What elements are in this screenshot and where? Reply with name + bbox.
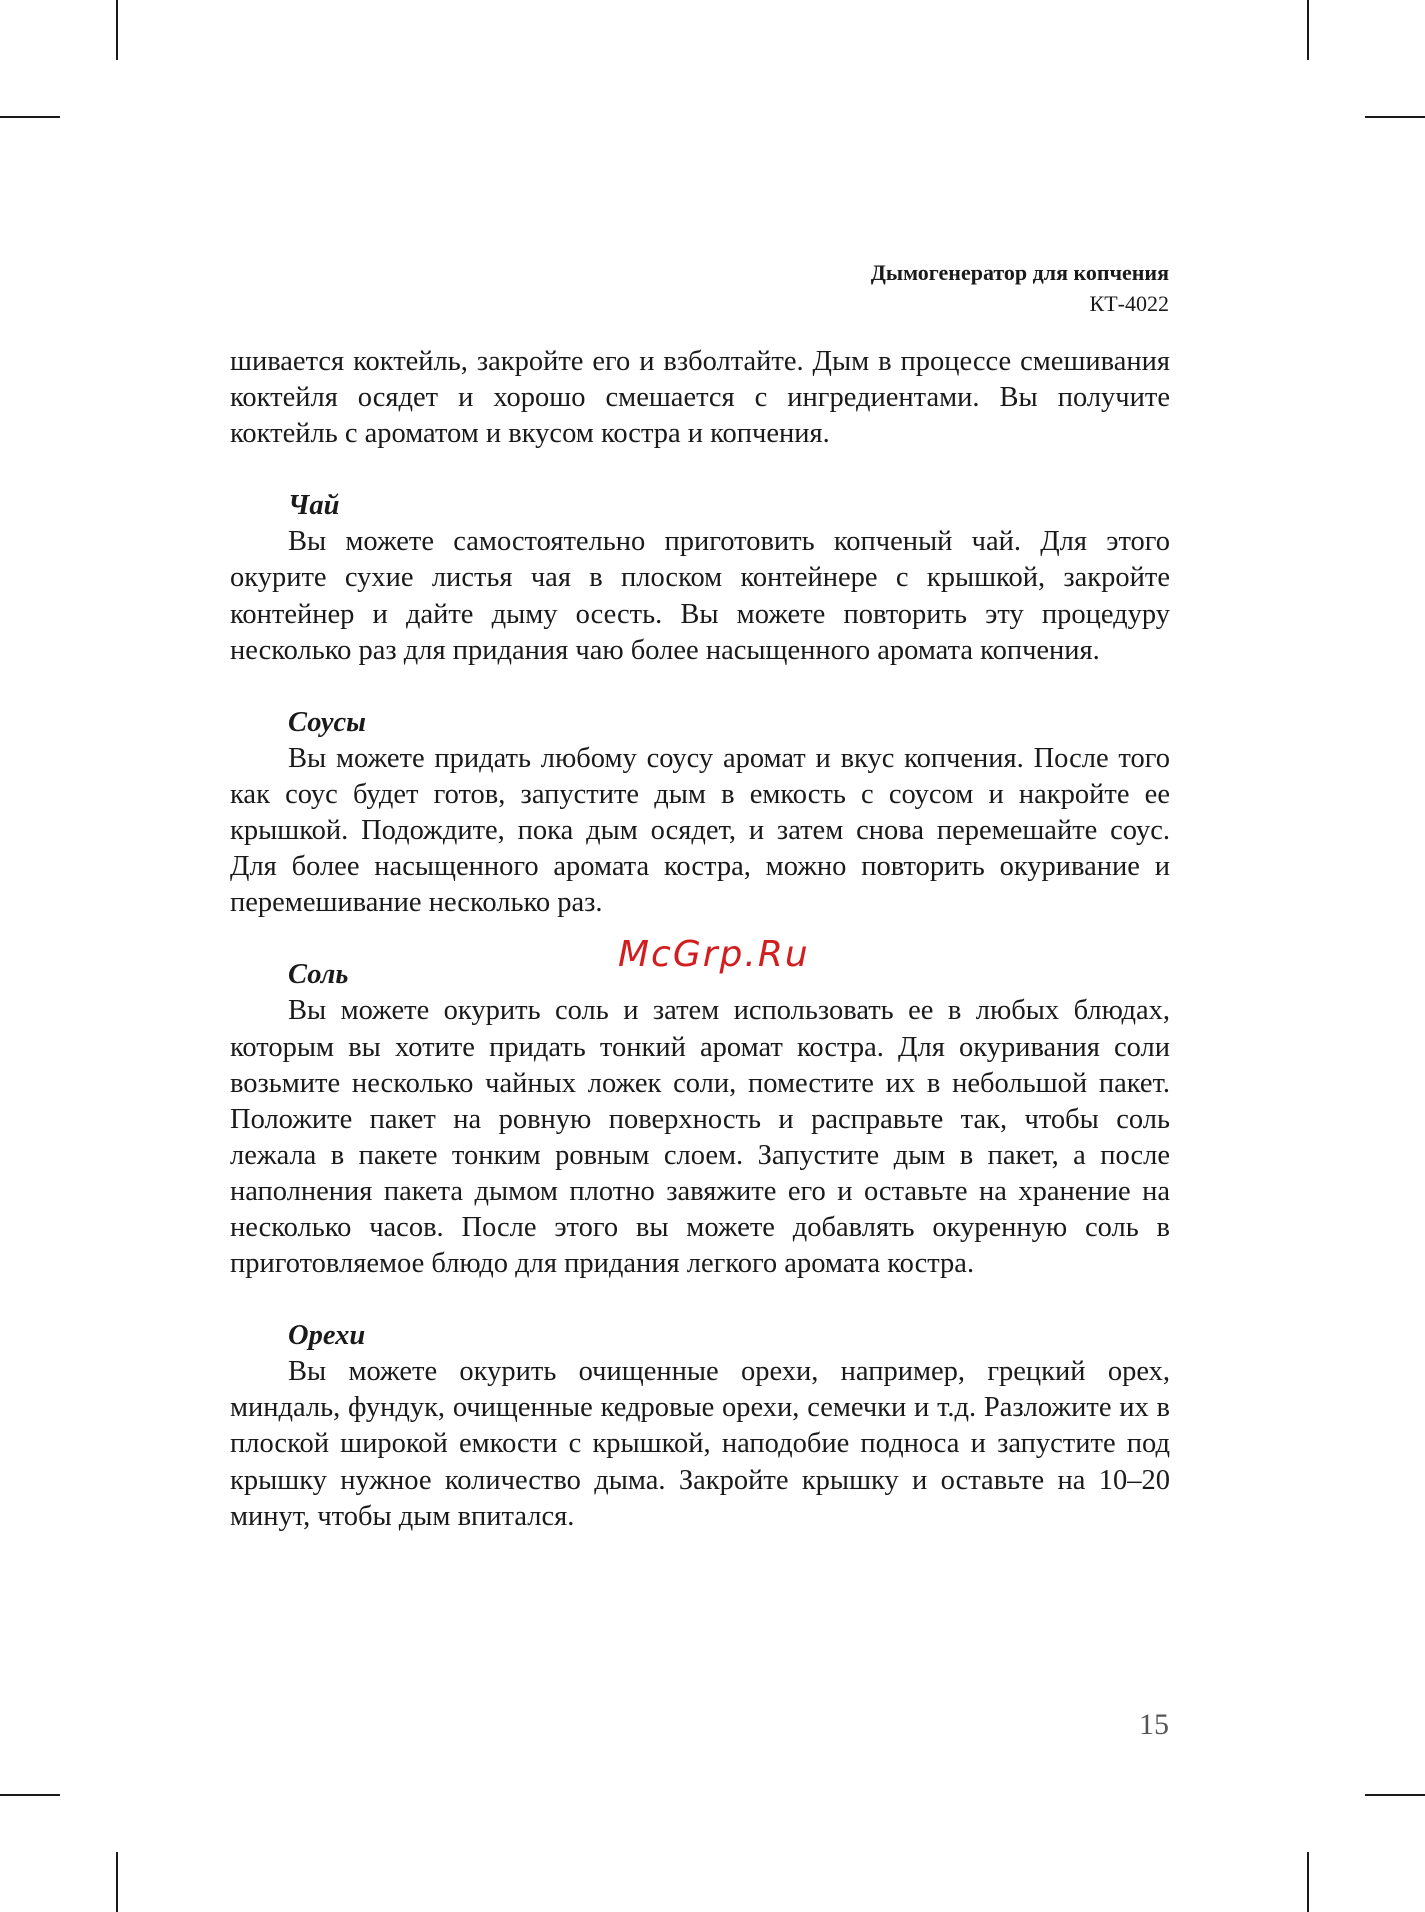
section-text-nuts: Вы можете окурить очищенные орехи, например, грецкий орех, миндаль, фундук, очищенные кедровые орехи, семечки и т.д. Разложите их в плоской широкой емкости с крышкой, наподобие подноса и запустите под крышку нужное количество дыма. Закройте крышку и оставьте на 10–20 минут, чтобы дым впитался. [230, 1356, 1170, 1532]
section-heading-tea: Чай [288, 490, 340, 522]
crop-mark-left-top [0, 116, 60, 118]
header-title: Дымогенератор для копчения [870, 260, 1169, 285]
section-text-tea: Вы можете самостоятельно приготовить копченый чай. Для этого окурите сухие листья чая в плоском контейнере с крышкой, закройте контейнер и дайте дыму осесть. Вы можете повторить эту процедуру несколько раз для придания чаю более насыщенного аромата копчения. [230, 526, 1170, 666]
crop-mark-left-bottom [0, 1794, 60, 1796]
crop-mark-top-right [1307, 0, 1309, 60]
page-number: 15 [1139, 1708, 1169, 1741]
crop-mark-right-top [1365, 116, 1425, 118]
crop-mark-bottom-right [1307, 1852, 1309, 1912]
section-heading-sauces: Соусы [288, 706, 366, 738]
crop-mark-bottom-left [116, 1852, 118, 1912]
crop-mark-right-bottom [1365, 1794, 1425, 1796]
section-heading-salt: Соль [288, 959, 349, 991]
section-heading-nuts: Орехи [288, 1320, 366, 1352]
header-model: КТ-4022 [1089, 291, 1169, 316]
section-text-sauces: Вы можете придать любому соусу аромат и вкус копчения. После того как соус будет готов, запустите дым в емкость с соусом и накройте ее крышкой. Подождите, пока дым осядет, и затем снова перемешайте соус. Для более насыщенного аромата костра, можно повторить окуривание и перемешивание несколько раз. [230, 742, 1170, 919]
section-text-salt: Вы можете окурить соль и затем использовать ее в любых блюдах, которым вы хотите придать тонкий аромат костра. Для окуривания соли возьмите несколько чайных ложек соли, поместите их в небольшой пакет. Положите пакет на ровную поверхность и расправьте так, чтобы соль лежала в пакете тонким ровным слоем. Запустите дым в пакет, а после наполнения пакета дымом плотно завяжите его и оставьте на хранение на несколько часов. После этого вы можете добавлять окуренную соль в приготовляемое блюдо для придания легкого аромата костра. [230, 995, 1170, 1280]
intro-paragraph: шивается коктейль, закройте его и взболтайте. Дым в процессе смешивания коктейля осядет и хорошо смешается с ингредиентами. Вы получите коктейль с ароматом и вкусом костра и копчения. [230, 346, 1170, 450]
crop-mark-top-left [116, 0, 118, 60]
running-header [871, 257, 1169, 319]
watermark: McGrp.Ru [618, 934, 810, 975]
